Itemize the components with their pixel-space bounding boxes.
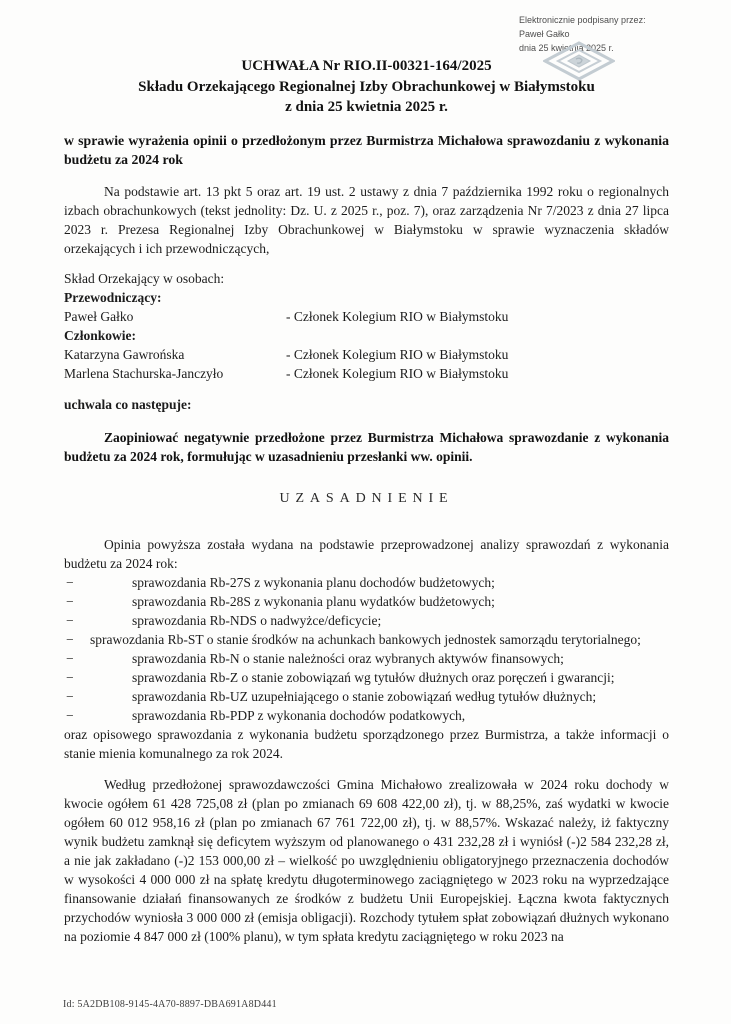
- enacting-clause: uchwala co następuje:: [64, 396, 192, 412]
- report-list-item-text: sprawozdania Rb-PDP z wykonania dochodów podatkowych,: [132, 707, 466, 723]
- title-date: z dnia 25 kwietnia 2025 r.: [285, 99, 448, 115]
- title-resolution-number: UCHWAŁA Nr RIO.II-00321-164/2025: [241, 58, 492, 74]
- panel-member-name: Katarzyna Gawrońska: [64, 346, 185, 362]
- panel-row-member: [64, 364, 669, 383]
- report-list-item: [64, 630, 669, 649]
- esig-date: dnia 25 kwietnia 2025 r.: [519, 43, 614, 53]
- report-list-item: [64, 592, 669, 611]
- report-list-item: [64, 573, 669, 592]
- dash-bullet: −: [66, 688, 74, 704]
- report-list-item: [64, 687, 669, 706]
- justification-intro: Opinia powyższa została wydana na podstawie przeprowadzonej analizy sprawozdań z wykonania budżetu za 2024 rok:: [64, 536, 669, 571]
- panel-member-name: Paweł Gałko: [64, 308, 134, 324]
- report-list: [64, 573, 669, 725]
- report-list-item: [64, 611, 669, 630]
- resolution-decision: Zaopiniować negatywnie przedłożone przez Burmistrza Michałowa sprawozdanie z wykonania budżetu za 2024 rok, formułując w uzasadnieniu przesłanki ww. opinii.: [64, 429, 669, 464]
- report-list-item-text: sprawozdania Rb-NDS o nadwyżce/deficycie;: [132, 612, 382, 628]
- esig-signer-name: Paweł Gałko: [519, 29, 570, 39]
- panel-member-role: - Członek Kolegium RIO w Białymstoku: [286, 308, 509, 324]
- dash-bullet: −: [66, 650, 74, 666]
- dash-bullet: −: [66, 669, 74, 685]
- justification-heading: UZASADNIENIE: [279, 490, 454, 506]
- panel-chair-label: Przewodniczący:: [64, 289, 162, 305]
- panel-row-member: [64, 345, 669, 364]
- report-list-item-text: sprawozdania Rb-27S z wykonania planu dochodów budżetowych;: [132, 574, 495, 590]
- adjudicating-panel: [64, 269, 669, 383]
- panel-member-role: - Członek Kolegium RIO w Białymstoku: [286, 346, 509, 362]
- report-list-item-text: sprawozdania Rb-28S z wykonania planu wydatków budżetowych;: [132, 593, 495, 609]
- title-issuing-body: Składu Orzekającego Regionalnej Izby Obrachunkowej w Białymstoku: [138, 78, 595, 95]
- document-id: Id: 5A2DB108-9145-4A70-8897-DBA691A8D441: [63, 999, 277, 1010]
- legal-basis-paragraph: Na podstawie art. 13 pkt 5 oraz art. 19 ust. 2 ustawy z dnia 7 października 1992 roku o regionalnych izbach obrachunkowych (tekst jednolity: Dz. U. z 2025 r., poz. 7), oraz zarządzenia Nr 7/2023 z dnia 27 lipca 2023 r. Prezesa Regionalnej Izby Obrachunkowej w Białymstoku w sprawie wyznaczenia składów orzekających i ich przewodniczących,: [64, 183, 669, 256]
- panel-members-label: Członkowie:: [64, 327, 136, 343]
- dash-bullet: −: [66, 612, 74, 628]
- dash-bullet: −: [66, 631, 74, 647]
- report-list-item-text: sprawozdania Rb-UZ uzupełniającego o stanie zobowiązań według tytułów dłużnych;: [132, 688, 597, 704]
- panel-row-chair: [64, 307, 669, 326]
- resolution-subject: w sprawie wyrażenia opinii o przedłożonym przez Burmistrza Michałowa sprawozdaniu z wykonania budżetu za 2024 rok: [64, 132, 669, 167]
- dash-bullet: −: [66, 574, 74, 590]
- report-list-item: [64, 668, 669, 687]
- dash-bullet: −: [66, 593, 74, 609]
- budget-analysis-paragraph: Według przedłożonej sprawozdawczości Gmina Michałowo zrealizowała w 2024 roku dochody w kwocie ogółem 61 428 725,08 zł (plan po zmianach 69 608 422,00 zł), tj. w 88,25%, zaś wydatki w kwocie ogółem 60 012 958,16 zł (plan po zmianach 67 761 722,00 zł), tj. w 88,57%. Wskazać należy, iż faktyczny wynik budżetu zamknął się deficytem wyższym od planowanego o 431 232,28 zł i wyniósł (-)2 584 232,28 zł, a nie jak zakładano (-)2 153 000,00 zł – wielkość po uwzględnieniu obligatoryjnego przeznaczenia dochodów w wysokości 4 000 000 zł na spłatę kredytu długoterminowego zaciągniętego w 2023 roku na wyprzedzające finansowanie działań finansowanych ze środków z budżetu Unii Europejskiej. Łączna kwota faktycznych przychodów wyniosła 3 000 000 zł (emisja obligacji). Rozchody tytułem spłat zobowiązań dłużnych wykonano na poziomie 4 847 000 zł (100% planu), w tym spłata kredytu zaciągniętego w roku 2023 na: [64, 776, 669, 944]
- panel-member-name: Marlena Stachurska-Janczyło: [64, 365, 224, 381]
- e-signature-stamp-icon: [543, 41, 615, 87]
- report-list-item-text: sprawozdania Rb-ST o stanie środków na achunkach bankowych jednostek samorządu terytorialnego;: [90, 631, 641, 647]
- report-list-item-text: sprawozdania Rb-N o stanie należności oraz wybranych aktywów finansowych;: [132, 650, 564, 666]
- report-list-item: [64, 649, 669, 668]
- report-list-item: [64, 706, 669, 725]
- panel-intro: Skład Orzekający w osobach:: [64, 270, 225, 286]
- report-list-item-text: sprawozdania Rb-Z o stanie zobowiązań wg tytułów dłużnych oraz poręczeń i gwarancji;: [132, 669, 615, 685]
- esig-line-signed-by: Elektronicznie podpisany przez:: [519, 15, 646, 25]
- panel-member-role: - Członek Kolegium RIO w Białymstoku: [286, 365, 509, 381]
- justification-outro: oraz opisowego sprawozdania z wykonania budżetu sporządzonego przez Burmistrza, a także informacji o stanie mienia komunalnego za rok 2024.: [64, 726, 669, 761]
- dash-bullet: −: [66, 707, 74, 723]
